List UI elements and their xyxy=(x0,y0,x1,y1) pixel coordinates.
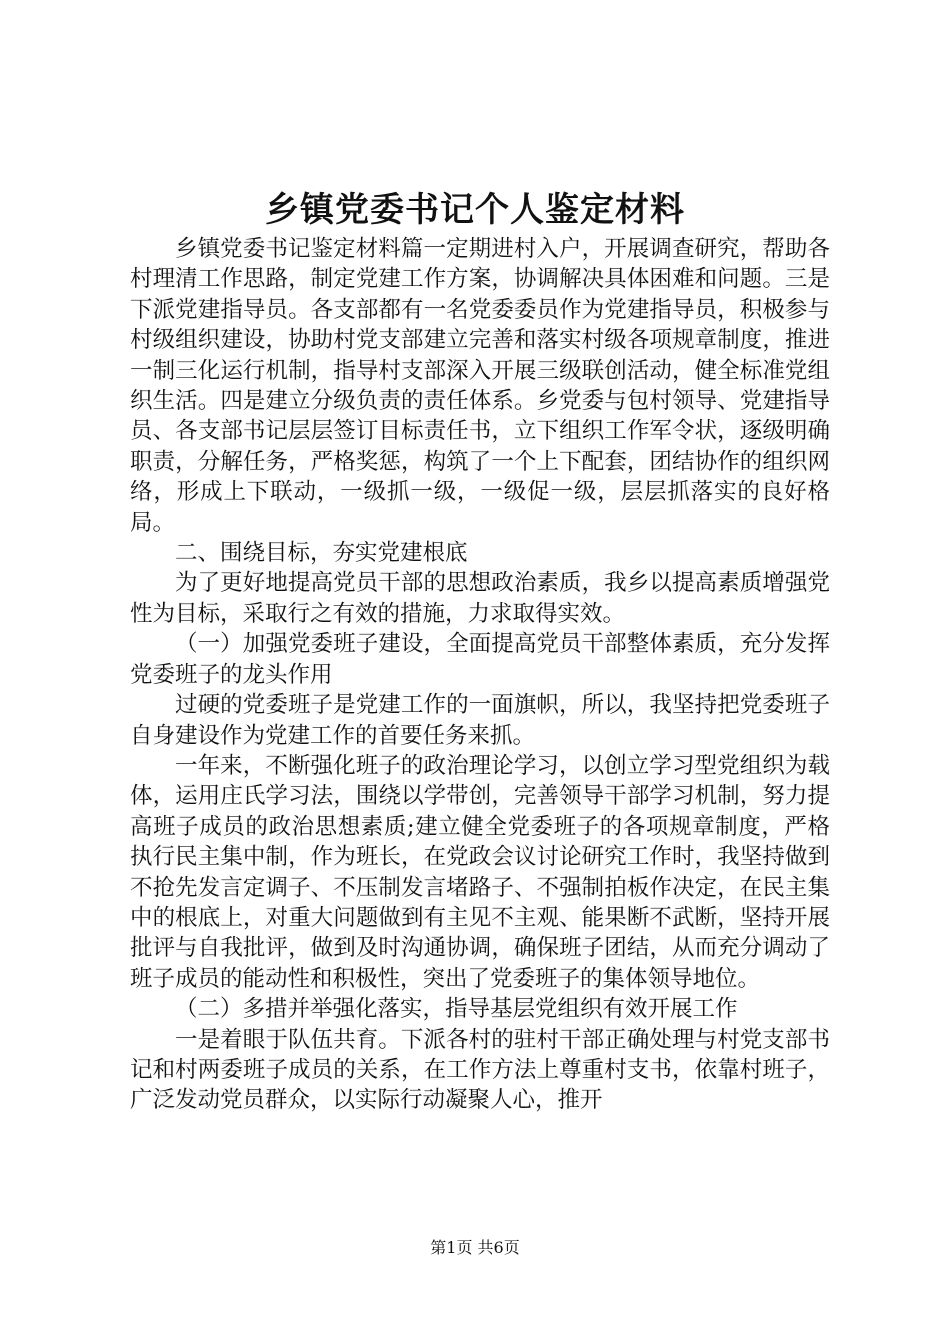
section-heading: 二、围绕目标，夯实党建根底 xyxy=(175,540,468,567)
paragraph: 一年来，不断强化班子的政治理论学习，以创立学习型党组织为载体，运用庄氏学习法，围绕以学带创，完善领导干部学习机制，努力提高班子成员的政治思想素质;建立健全党委班子的各项规章制度，严格执行民主集中制，作为班长，在党政会议讨论研究工作时，我坚持做到不抢先发言定调子、不压制发言堵路子、不强制拍板作决定，在民主集中的根底上，对重大问题做到有主见不主观、能果断不武断，坚持开展批评与自我批评，做到及时沟通协调，确保班子团结，从而充分调动了班子成员的能动性和积极性，突出了党委班子的集体领导地位。 xyxy=(130,752,830,992)
document-body xyxy=(130,234,830,1116)
paragraph: 为了更好地提高党员干部的思想政治素质，我乡以提高素质增强党性为目标，采取行之有效的措施，力求取得实效。 xyxy=(130,570,830,627)
subsection-heading: （二）多措并举强化落实，指导基层党组织有效开展工作 xyxy=(175,996,738,1023)
paragraph: 一是着眼于队伍共育。下派各村的驻村干部正确处理与村党支部书记和村两委班子成员的关系，在工作方法上尊重村支书，依靠村班子，广泛发动党员群众，以实际行动凝聚人心，推开 xyxy=(130,1026,830,1114)
paragraph: 乡镇党委书记鉴定材料篇一定期进村入户，开展调查研究，帮助各村理清工作思路，制定党建工作方案，协调解决具体困难和问题。三是下派党建指导员。各支部都有一名党委委员作为党建指导员，积极参与村级组织建设，协助村党支部建立完善和落实村级各项规章制度，推进一制三化运行机制，指导村支部深入开展三级联创活动，健全标准党组织生活。四是建立分级负责的责任体系。乡党委与包村领导、党建指导员、各支部书记层层签订目标责任书，立下组织工作军令状，逐级明确职责，分解任务，严格奖惩，构筑了一个上下配套，团结协作的组织网络，形成上下联动，一级抓一级，一级促一级，层层抓落实的良好格局。 xyxy=(130,236,830,536)
page-number: 第1页 共6页 xyxy=(430,1238,520,1257)
paragraph: 过硬的党委班子是党建工作的一面旗帜，所以，我坚持把党委班子自身建设作为党建工作的首要任务来抓。 xyxy=(130,692,830,749)
subsection-heading: （一）加强党委班子建设，全面提高党员干部整体素质，充分发挥党委班子的龙头作用 xyxy=(130,631,830,688)
document-title: 乡镇党委书记个人鉴定材料 xyxy=(265,190,685,230)
